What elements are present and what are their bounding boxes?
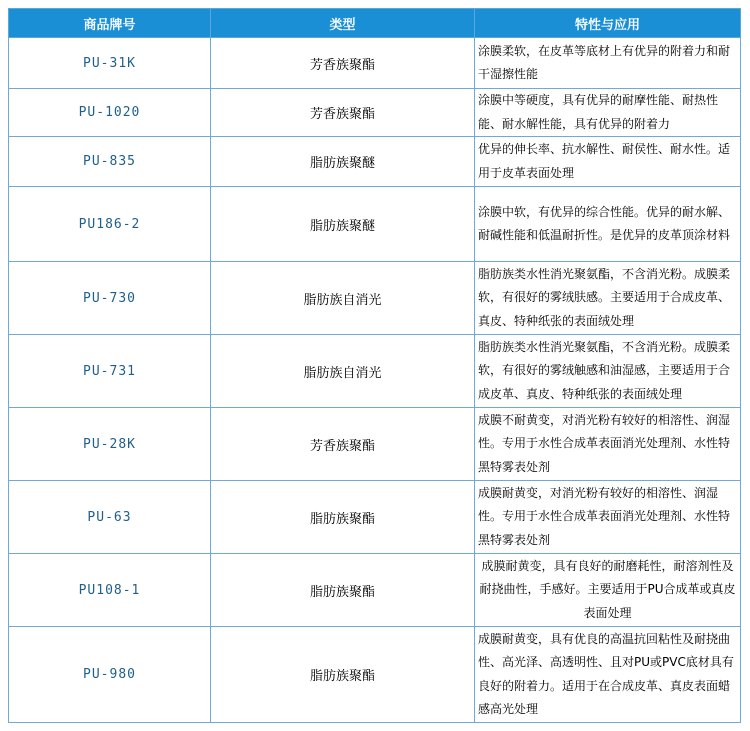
header-type: 类型 [211,9,475,38]
product-desc: 涂膜中软，有优异的综合性能。优异的耐水解、耐碱性能和低温耐折性。是优异的皮革顶涂材料 [475,187,741,262]
product-type: 芳香族聚酯 [211,408,475,481]
product-desc: 脂肪族类水性消光聚氨酯，不含消光粉。成膜柔软，有很好的雾绒触感和油湿感，主要适用于合成皮革、真皮、特种纸张的表面绒处理 [475,335,741,408]
product-desc: 成膜不耐黄变，对消光粉有较好的相溶性、润湿性。专用于水性合成革表面消光处理剂、水性特黑特雾表处剂 [475,408,741,481]
product-code: PU108-1 [9,554,211,627]
product-type: 芳香族聚酯 [211,89,475,137]
product-desc: 成膜耐黄变，对消光粉有较好的相溶性、润湿性。专用于水性合成革表面消光处理剂、水性特黑特雾表处剂 [475,481,741,554]
product-code: PU-980 [9,627,211,723]
product-desc: 成膜耐黄变，具有良好的耐磨耗性，耐溶剂性及耐挠曲性，手感好。主要适用于PU合成革或真皮表面处理 [475,554,741,627]
table-row [9,481,741,554]
product-desc: 脂肪族类水性消光聚氨酯，不含消光粉。成膜柔软，有很好的雾绒肤感。主要适用于合成皮革、真皮、特种纸张的表面绒处理 [475,262,741,335]
product-desc: 成膜耐黄变，具有优良的高温抗回粘性及耐挠曲性、高光泽、高透明性、且对PU或PVC底材具有良好的附着力。适用于在合成皮革、真皮表面蜡感高光处理 [475,627,741,723]
product-type: 脂肪族聚醚 [211,137,475,187]
table-row [9,627,741,723]
table-row [9,137,741,187]
product-type: 脂肪族自消光 [211,262,475,335]
product-code: PU-31K [9,38,211,89]
product-type: 芳香族聚酯 [211,38,475,89]
product-desc: 涂膜中等硬度，具有优异的耐摩性能、耐热性能、耐水解性能，具有优异的附着力 [475,89,741,137]
table-row [9,408,741,481]
product-desc: 涂膜柔软，在皮革等底材上有优异的附着力和耐干湿擦性能 [475,38,741,89]
product-code: PU-28K [9,408,211,481]
product-code: PU-835 [9,137,211,187]
product-table [8,8,741,723]
table-row [9,262,741,335]
product-type: 脂肪族聚酯 [211,481,475,554]
product-type: 脂肪族聚酯 [211,627,475,723]
table-row [9,554,741,627]
product-code: PU-1020 [9,89,211,137]
product-type: 脂肪族自消光 [211,335,475,408]
product-code: PU-63 [9,481,211,554]
header-row [9,9,741,38]
table-row [9,187,741,262]
table-row [9,335,741,408]
product-type: 脂肪族聚醚 [211,187,475,262]
header-desc: 特性与应用 [475,9,741,38]
header-code: 商品牌号 [9,9,211,38]
product-type: 脂肪族聚酯 [211,554,475,627]
table-row [9,38,741,89]
product-desc: 优异的伸长率、抗水解性、耐侯性、耐水性。适用于皮革表面处理 [475,137,741,187]
product-code: PU-731 [9,335,211,408]
product-code: PU186-2 [9,187,211,262]
table-row [9,89,741,137]
product-code: PU-730 [9,262,211,335]
